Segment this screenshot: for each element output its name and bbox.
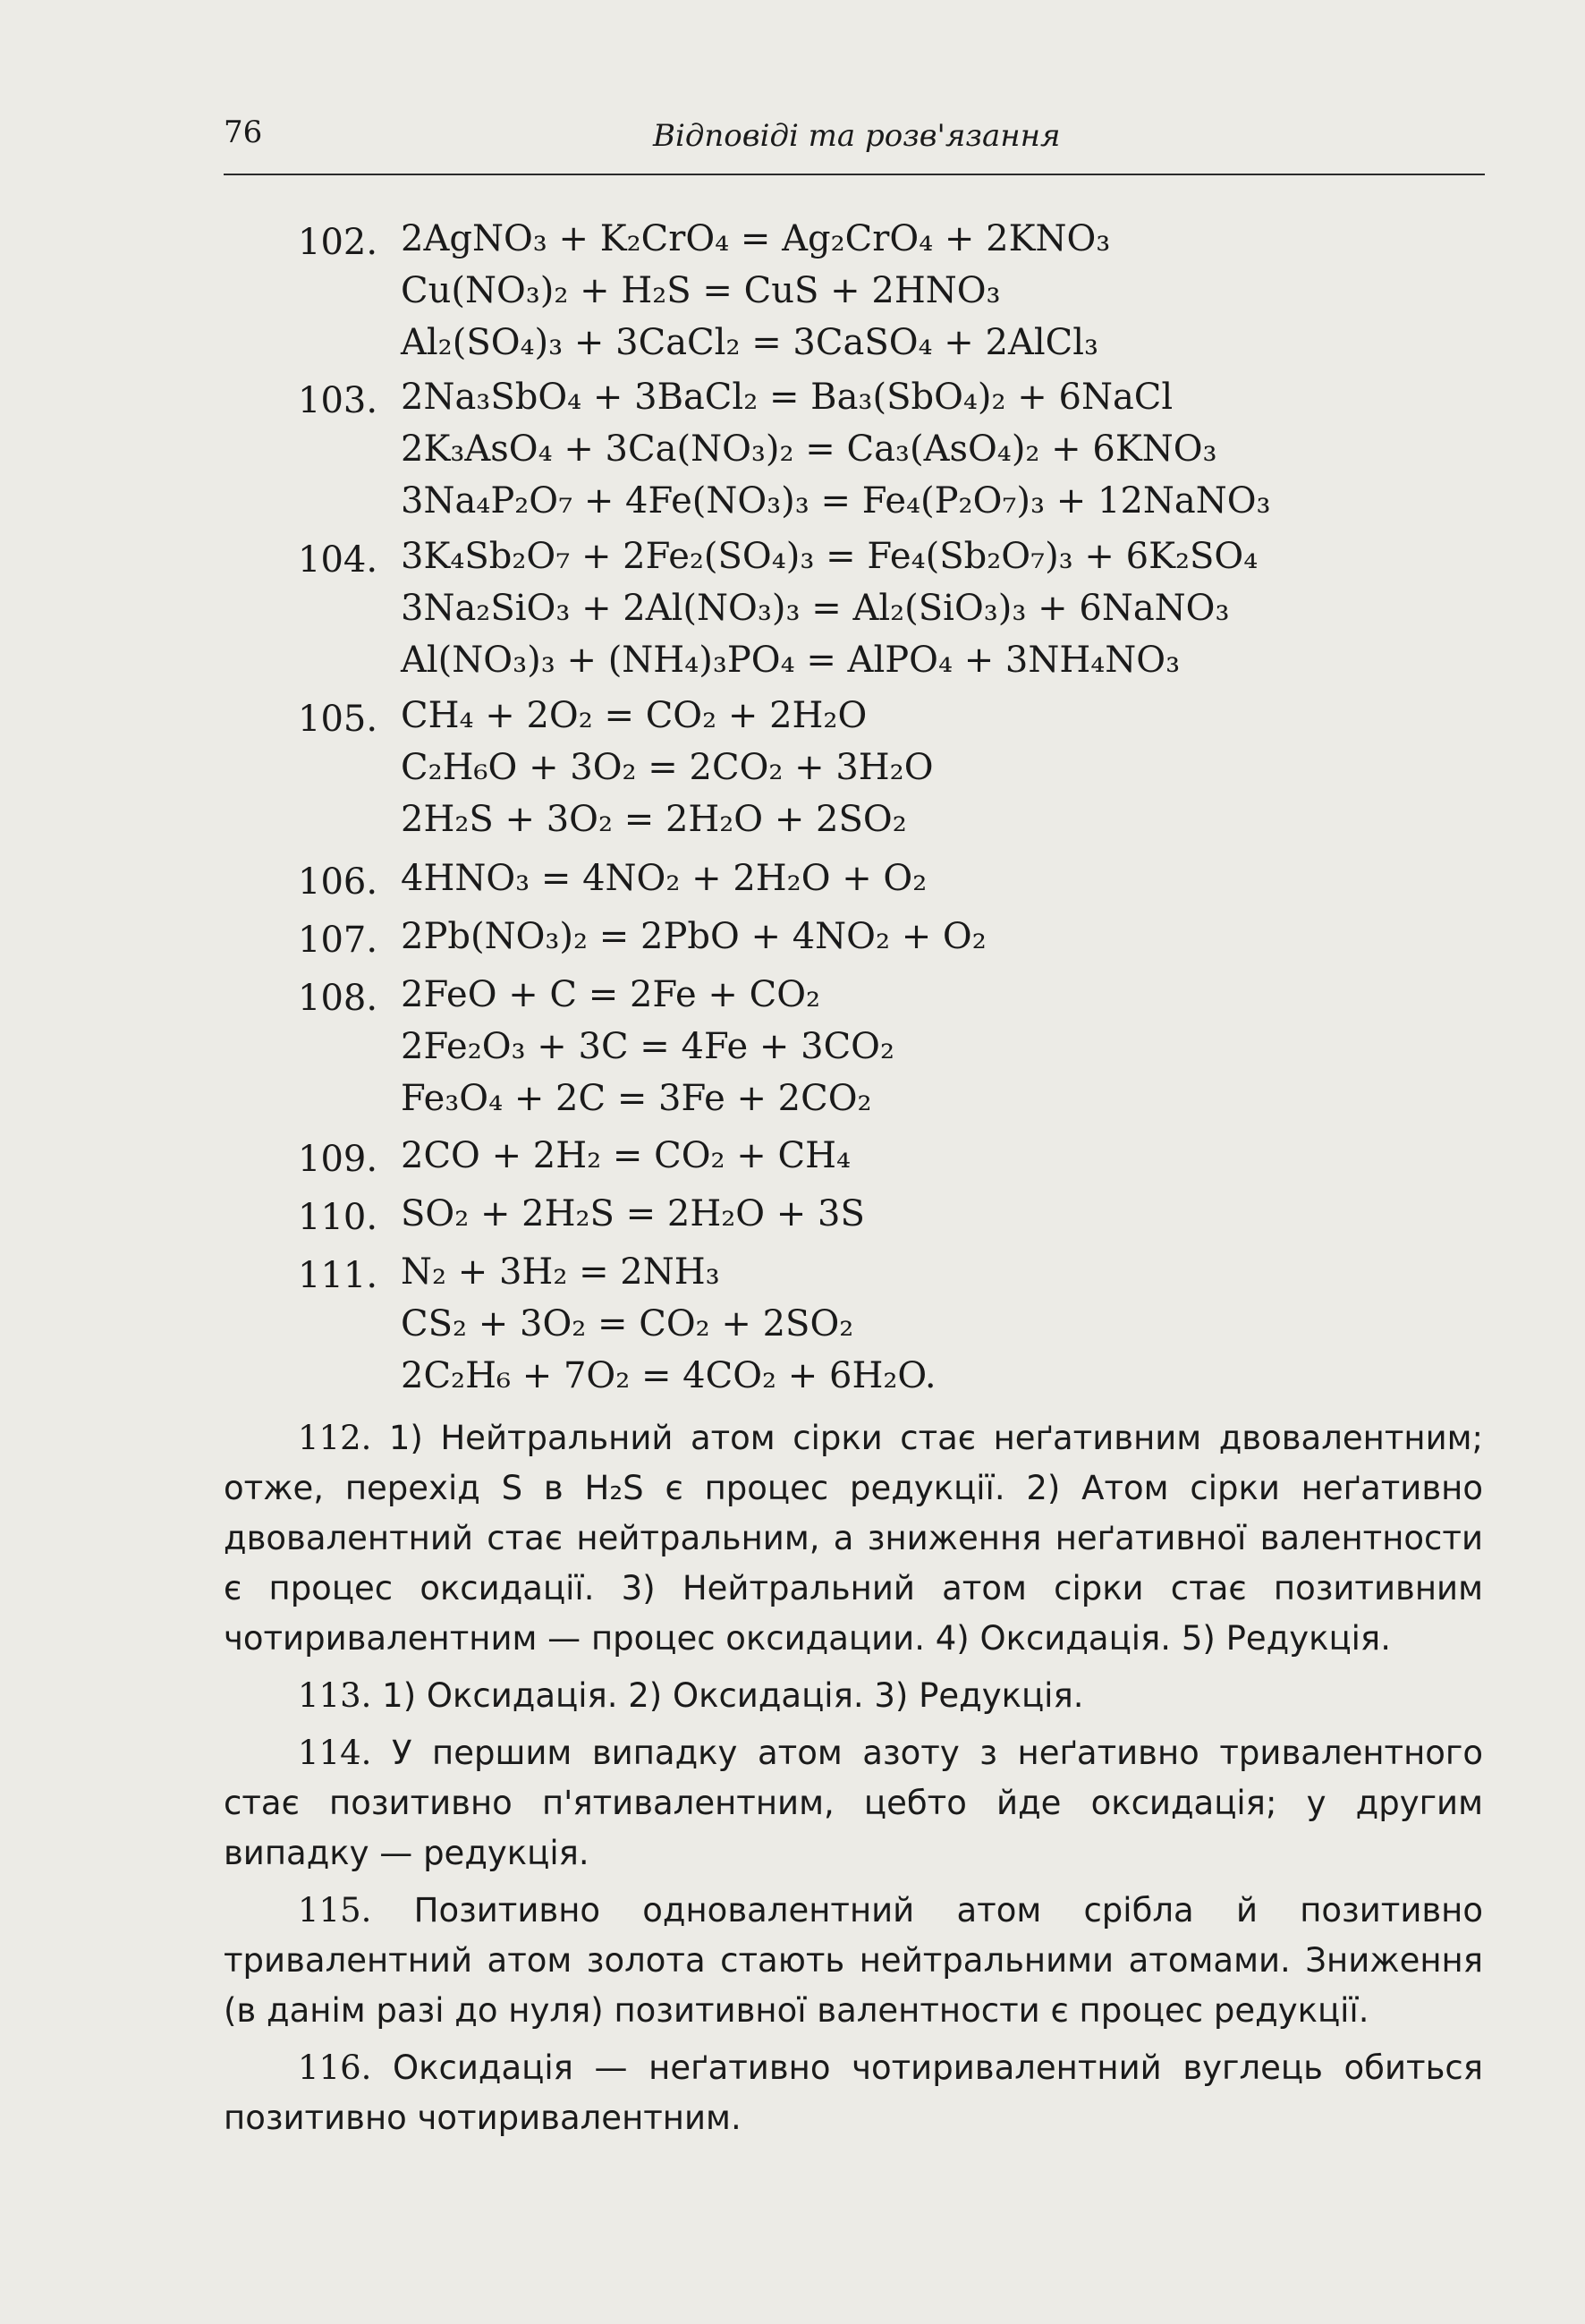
answers-section <box>224 1413 1483 2150</box>
problem-number: 104. <box>298 539 378 581</box>
equation: 2FeO + C = 2Fe + CO₂ <box>401 974 821 1015</box>
equation: C₂H₆O + 3O₂ = 2CO₂ + 3H₂O <box>401 747 934 788</box>
equation: 2Pb(NO₃)₂ = 2PbO + 4NO₂ + O₂ <box>401 916 987 957</box>
header-rule <box>224 174 1485 175</box>
equation: Cu(NO₃)₂ + H₂S = CuS + 2HNO₃ <box>401 270 1001 311</box>
equation: 2C₂H₆ + 7O₂ = 4CO₂ + 6H₂O. <box>401 1355 937 1396</box>
equation: 2AgNO₃ + K₂CrO₄ = Ag₂CrO₄ + 2KNO₃ <box>401 218 1111 259</box>
equation: 3Na₂SiO₃ + 2Al(NO₃)₃ = Al₂(SiO₃)₃ + 6NaNO₃ <box>401 588 1230 629</box>
equation: 3K₄Sb₂O₇ + 2Fe₂(SO₄)₃ = Fe₄(Sb₂O₇)₃ + 6K₂SO₄ <box>401 536 1259 577</box>
equation: CH₄ + 2O₂ = CO₂ + 2H₂O <box>401 695 868 736</box>
equation: N₂ + 3H₂ = 2NH₃ <box>401 1251 720 1293</box>
problem-number: 105. <box>298 699 378 740</box>
equation: 4HNO₃ = 4NO₂ + 2H₂O + O₂ <box>401 858 928 899</box>
answer-text: У першим випадку атом азоту з неґативно тривалентного стає позитивно п'ятивалентним, цебто йде оксидація; у другим випадку — редукція. <box>224 1734 1483 1872</box>
answer-number: 115. <box>298 1891 372 1930</box>
equation: 2CO + 2H₂ = CO₂ + CH₄ <box>401 1135 852 1176</box>
problem-number: 111. <box>298 1255 378 1296</box>
problem-number: 102. <box>298 222 378 263</box>
answer-116 <box>224 2043 1483 2143</box>
answer-115 <box>224 1886 1483 2036</box>
equation: 3Na₄P₂O₇ + 4Fe(NO₃)₃ = Fe₄(P₂O₇)₃ + 12NaNO₃ <box>401 480 1271 522</box>
equation: CS₂ + 3O₂ = CO₂ + 2SO₂ <box>401 1303 854 1344</box>
equation: 2Na₃SbO₄ + 3BaCl₂ = Ba₃(SbO₄)₂ + 6NaCl <box>401 377 1174 418</box>
equation: 2K₃AsO₄ + 3Ca(NO₃)₂ = Ca₃(AsO₄)₂ + 6KNO₃ <box>401 428 1217 470</box>
answer-text: Оксидація — неґативно чотиривалентний вуглець обиться позитивно чотиривалентним. <box>224 2048 1483 2137</box>
equation: Fe₃O₄ + 2C = 3Fe + 2CO₂ <box>401 1078 872 1119</box>
equation: 2Fe₂O₃ + 3C = 4Fe + 3CO₂ <box>401 1026 895 1067</box>
page-header <box>224 115 1485 168</box>
answer-112 <box>224 1413 1483 1664</box>
answer-113 <box>224 1671 1483 1721</box>
equation: Al(NO₃)₃ + (NH₄)₃PO₄ = AlPO₄ + 3NH₄NO₃ <box>401 640 1181 681</box>
equation: 2H₂S + 3O₂ = 2H₂O + 2SO₂ <box>401 799 907 840</box>
problem-number: 109. <box>298 1139 378 1180</box>
problem-number: 110. <box>298 1197 378 1238</box>
problem-number: 108. <box>298 978 378 1019</box>
answer-number: 116. <box>298 2048 372 2087</box>
answer-text: 1) Оксидація. 2) Оксидація. 3) Редукція. <box>382 1676 1084 1715</box>
equation: Al₂(SO₄)₃ + 3CaCl₂ = 3CaSO₄ + 2AlCl₃ <box>401 322 1099 363</box>
answer-number: 112. <box>298 1419 372 1457</box>
equation: SO₂ + 2H₂S = 2H₂O + 3S <box>401 1193 865 1234</box>
page-number: 76 <box>224 115 263 150</box>
problem-number: 107. <box>298 920 378 961</box>
problem-number: 106. <box>298 861 378 903</box>
answer-number: 114. <box>298 1734 372 1772</box>
answer-114 <box>224 1728 1483 1879</box>
answer-number: 113. <box>298 1676 372 1715</box>
running-title: Відповіді та розв'язання <box>653 118 1061 154</box>
answer-text: Позитивно одновалентний атом срібла й позитивно тривалентний атом золота стають нейтральними атомами. Зниження (в данім разі до нуля) позитивної валентности є процес редукції. <box>224 1891 1483 2030</box>
problem-number: 103. <box>298 380 378 421</box>
answer-text: 1) Нейтральний атом сірки стає неґативним двовалентним; отже, перехід S в H₂S є процес редукції. 2) Атом сірки неґативно двовалентний стає нейтральним, а зниження неґативної валентности є процес оксидації. 3) Нейтральний атом сірки стає позитивним чотиривалентним — процес оксидации. 4) Оксидація. 5) Редукція. <box>224 1419 1483 1658</box>
